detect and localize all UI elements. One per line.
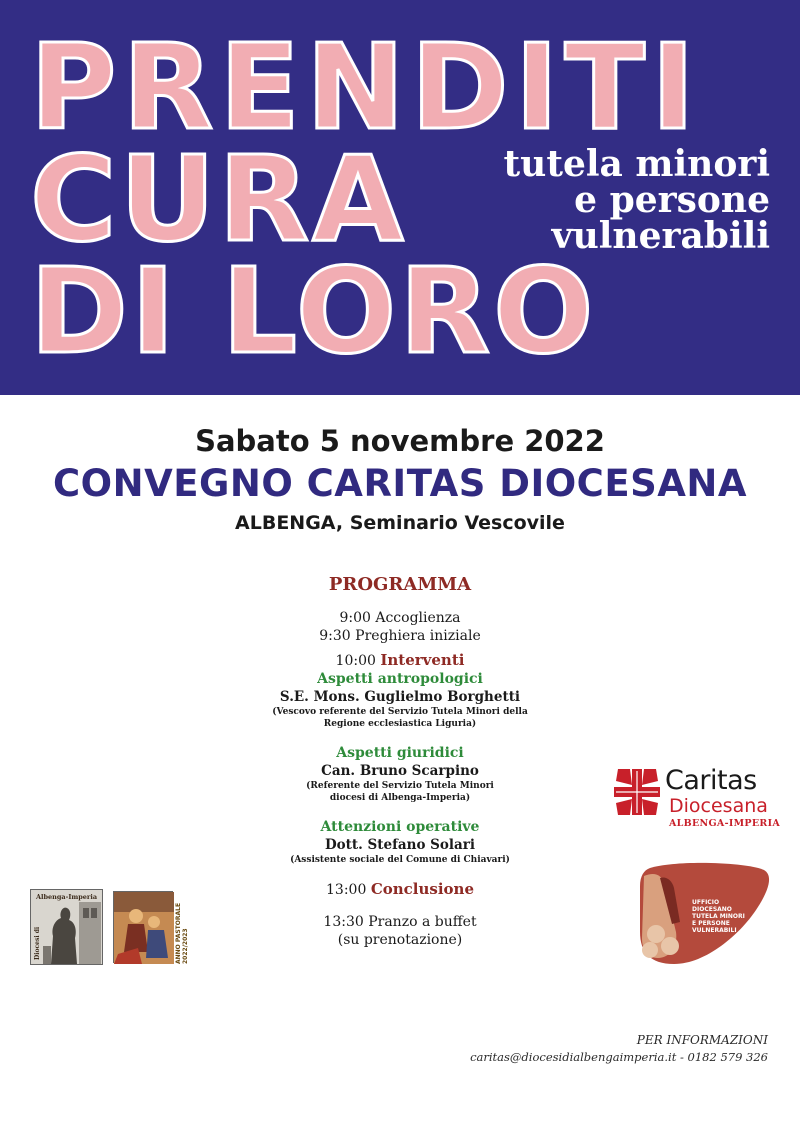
- diocesi-image: [30, 889, 103, 965]
- caritas-name: Caritas: [665, 765, 757, 796]
- diocesi-vertical-caption: Diocesi di: [34, 926, 41, 960]
- anno-pastorale-label: [175, 900, 189, 964]
- diocesi-caption: Albenga-Imperia: [35, 893, 98, 901]
- program-label: Accoglienza: [375, 610, 461, 626]
- caritas-place: ALBENGA-IMPERIA: [669, 818, 780, 829]
- event-place: ALBENGA, Seminario Vescovile: [235, 512, 565, 534]
- event-date: Sabato 5 novembre 2022: [195, 424, 605, 458]
- session-note-1a: (Vescovo referente del Servizio Tutela Minori della: [272, 707, 528, 717]
- program-item-talks: [250, 651, 550, 670]
- subtitle-line-2: e persone: [574, 179, 770, 221]
- info-label: PER INFORMAZIONI: [636, 1033, 768, 1047]
- program-label: Preghiera iniziale: [355, 628, 481, 644]
- caritas-cross-icon: [612, 767, 662, 817]
- caritas-sub: Diocesana: [669, 795, 768, 817]
- ufficio-line: VULNERABILI: [692, 927, 737, 934]
- program-time: 9:00: [339, 610, 371, 626]
- title-line-2: CURA: [30, 130, 407, 268]
- program-item-lunch-note: (su prenotazione): [337, 932, 463, 948]
- program-item-conclusion: [250, 880, 550, 899]
- session-topic-2: Aspetti giuridici: [336, 745, 464, 761]
- program-label: Interventi: [380, 651, 465, 669]
- program-heading: PROGRAMMA: [328, 574, 472, 595]
- session-speaker-1: S.E. Mons. Guglielmo Borghetti: [279, 689, 521, 705]
- ufficio-line: DIOCESANO: [692, 906, 732, 913]
- session-speaker-2: Can. Bruno Scarpino: [321, 763, 479, 779]
- program-time: 10:00: [335, 653, 376, 669]
- session-note-2a: (Referente del Servizio Tutela Minori: [306, 781, 494, 791]
- fresco-image: [113, 891, 173, 963]
- ufficio-badge: [636, 862, 771, 967]
- program-item-lunch: [250, 913, 550, 931]
- program-label: Conclusione: [370, 880, 474, 898]
- session-note-2b: diocesi di Albenga-Imperia): [329, 793, 471, 803]
- subtitle-line-3: vulnerabili: [551, 215, 770, 257]
- session-topic-3: Attenzioni operative: [320, 819, 480, 835]
- anno-line-1: ANNO PASTORALE: [175, 902, 182, 964]
- program-time: 13:30: [323, 914, 364, 930]
- contact-line: caritas@diocesidialbengaimperia.it - 0182 579 326: [470, 1050, 768, 1064]
- caritas-logo: [612, 765, 782, 835]
- fresco-icon: [114, 892, 174, 964]
- session-speaker-3: Dott. Stefano Solari: [324, 837, 476, 853]
- subtitle-line-1: tutela minori: [503, 143, 770, 185]
- program-time: 9:30: [319, 628, 351, 644]
- program-item-prayer: [250, 627, 550, 645]
- ufficio-line: TUTELA MINORI: [692, 913, 745, 920]
- anno-line-2: 2022/2023: [182, 928, 189, 964]
- program-label: Pranzo a buffet: [368, 914, 477, 930]
- program: [250, 574, 550, 949]
- program-time: 13:00: [326, 882, 367, 898]
- ufficio-line: UFFICIO: [692, 899, 720, 906]
- program-item-welcome: [250, 609, 550, 627]
- session-note-3a: (Assistente sociale del Comune di Chiavari): [290, 855, 510, 865]
- event-name: CONVEGNO CARITAS DIOCESANA: [53, 462, 747, 505]
- session-topic-1: Aspetti antropologici: [317, 671, 483, 687]
- session-note-1b: Regione ecclesiastica Liguria): [323, 719, 477, 729]
- ufficio-line: E PERSONE: [692, 920, 730, 927]
- ufficio-label: [692, 899, 745, 934]
- subtitle: [440, 143, 770, 257]
- header-band: [0, 0, 800, 395]
- title-line-1: PRENDITI: [30, 18, 701, 156]
- title-line-3: DI LORO: [30, 242, 597, 380]
- statue-icon: [31, 890, 104, 966]
